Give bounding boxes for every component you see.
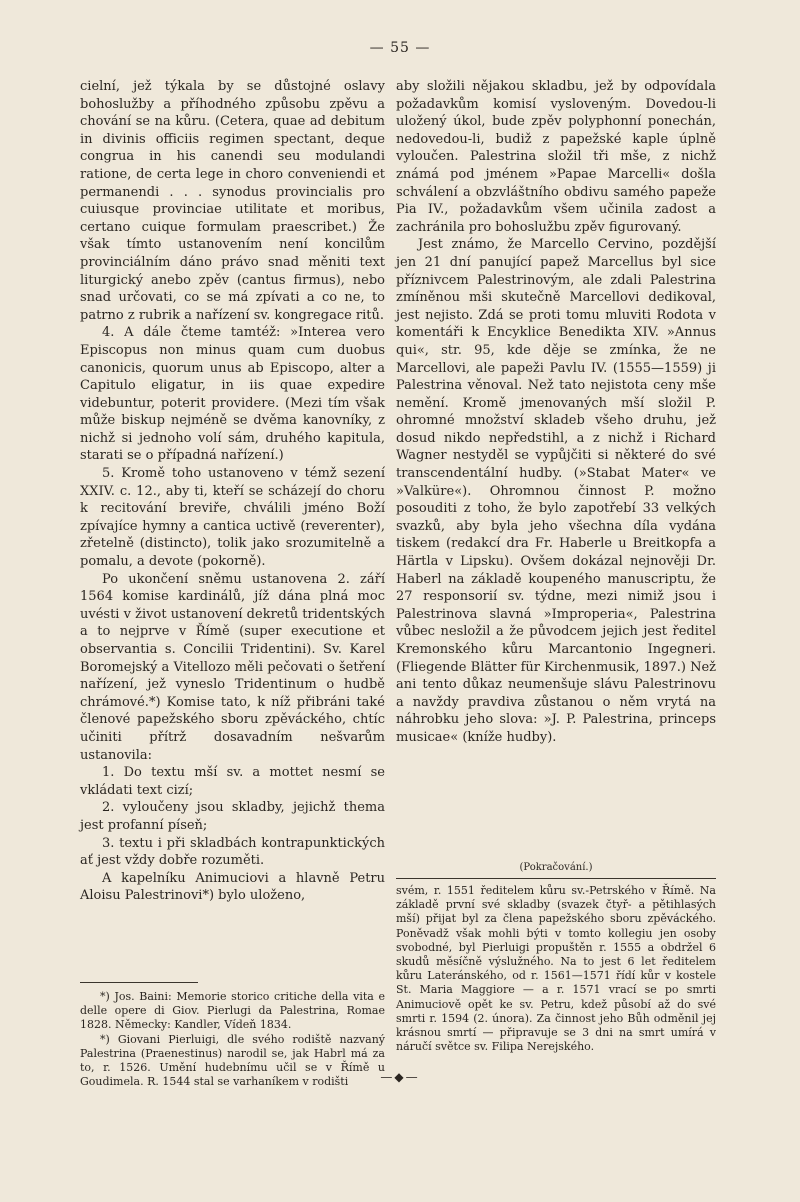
list-item: 2. vyloučeny jsou skladby, jejichž thema jest profanní píseň; [80,800,385,833]
right-column [396,78,716,747]
paragraph: A kapelníku Animuciovi a hlavně Petru Aloisu Palestrinovi*) bylo uloženo, [80,870,385,904]
paragraph: 4. A dále čteme tamtéž: »Interea vero Episcopus non minus quam cum duobus canonicis, quorum unus ab Episcopo, alter a Capitulo eligatur, in iis quae expedire videbuntur, poterit providere. (Mezi tím však může biskup nejméně se dvěma kanovníky, z nichž si jednoho volí sám, druhého kapitula, starati se o případná nařízení.) [80,325,385,464]
footnote: svém, r. 1551 ředitelem kůru sv.-Petrského v Římě. Na základě první své skladby (svazek čtyř- a pětihlasých mší) přijat byl za člena papežského sboru zpěváckého. Poněvadž však mohli býti v tomto kollegiu jen osoby svobodné, byl Pierluigi propuštěn r. 1555 a obdržel 6 skudů měsíčně výslužného. Na to jest 6 let ředitelem kůru Lateránského, od r. 1561—1571 řídí kůr v kostele St. Maria Maggiore — a r. 1571 vrací se po smrti Animuciově opět ke sv. Petru, kdež působí až do své smrti r. 1594 (2. února). Za činnost jeho Bůh odměnil jej krásnou smrtí — připravuje se 3 dni na smrt umírá v náručí světce sv. Filipa Nerejského. [396,884,716,1054]
end-ornament: —◆— [380,1070,420,1084]
left-column [80,78,385,905]
paragraph: aby složili nějakou skladbu, jež by odpovídala požadavkům komisí vysloveným. Dovedou-li uložený úkol, bude zpěv polyphonní ponechán, nedovedou-li, budiž z papežské kaple úplně vyloučen. Palestrina složil tři mše, z nichž známá pod jménem »Papae Marcelli« došla schválení a obzvláštního obdivu samého papeže Pia IV., požadavkům všem učinila zadost a zachránila pro bohoslužbu zpěv figurovaný. [396,79,716,235]
footnote: *) Jos. Baini: Memorie storico critiche della vita e delle opere di Giov. Pierlugi da Palestrina, Romae 1828. Německy: Kandler, Vídeň 1834. [80,990,385,1032]
paragraph: Jest známo, že Marcello Cervino, pozdější jen 21 dní panující papež Marcellus byl sice příznivcem Palestrinovým, ale zdali Palestrina zmíněnou mši skutečně Marcellovi dedikoval, jest nejisto. Zdá se proti tomu mluviti Rodota v komentáři k Encyklice Benedikta XIV. »Annus qui«, str. 95, kde děje se zmínka, že ne Marcellovi, ale papeži Pavlu IV. (1555—1559) ji Palestrina věnoval. Než tato nejistota ceny mše nemění. Kromě jmenovaných mší složil P. ohromné množství skladeb všeho druhu, jež dosud nikdo nepředstihl, a z nichž i Richard Wagner nestyděl se vypůjčiti si některé do své transcendentální hudby. (»Stabat Mater« ve »Valküre«). Ohromnou činnost P. možno posouditi z toho, že bylo zapotřebí 33 velkých svazků, aby byla jeho všechna díla vydána tiskem (redakcí dra Fr. Haberle u Breitkopfa a Härtla v Lipsku). Ovšem dokázal nejnověji Dr. Haberl na základě koupeného manuscriptu, že 27 responsorií sv. týdne, mezi nimiž jsou i Palestrinova slavná »Improperia«, Palestrina vůbec nesložil a že původcem jejich jest ředitel Kremonského kůru Marcantonio Ingegneri. (Fliegende Blätter für Kirchenmusik, 1897.) Než ani tento důkaz neumenšuje slávu Palestrinovu a navždy pravdiva zůstanou o něm vrytá na náhrobku jeho slova: »J. P. Palestrina, princeps musicae« (kníže hudby). [396,237,716,745]
list-item: 1. Do textu mší sv. a mottet nesmí se vkládati text cizí; [80,765,385,798]
footnotes-left [80,990,385,1089]
footnote-divider [80,982,198,983]
footnote: *) Giovani Pierluigi, dle svého rodiště nazvaný Palestrina (Praenestinus) narodil se, jak Habrl má za to, r. 1526. Umění hudebnímu učil se v Římě u Goudimela. R. 1544 stal se varhaníkem v rodišti [80,1032,385,1089]
footnotes-right [396,884,716,1054]
page-number: — 55 — [369,40,431,56]
paragraph: Po ukončení sněmu ustanovena 2. září 1564 komise kardinálů, jíž dána plná moc uvésti v život ustanovení dekretů tridentských a to nejprve v Římě (super executione et observantia s. Concilii Tridentini). Sv. Karel Boromejský a Vitellozo měli pečovati o šetření nařízení, jež vyneslo Tridentinum o hudbě chrámové.*) Komise tato, k níž přibráni také členové papežského sboru zpěváckého, chtíc učiniti přítrž dosavadním nešvarům ustanovila: [80,571,385,763]
footnote-divider [396,878,716,879]
list-item: 3. textu i při skladbách kontrapunktických ať jest vždy dobře rozuměti. [80,835,385,869]
continued-note: (Pokračování.) [519,862,593,873]
paragraph: 5. Kromě toho ustanoveno v témž sezení XXIV. c. 12., aby ti, kteří se scházejí do choru k recitování breviře, chválili jméno Boží zpívajíce hymny a cantica uctivě (reverenter), zřetelně (distincto), tolik jako srozumitelně a pomalu, a devote (pokorně). [80,466,385,570]
paragraph: cielní, jež týkala by se důstojné oslavy bohoslužby a příhodného způsobu zpěvu a chování se na kůru. (Cetera, quae ad debitum in divinis officiis regimen spectant, deque congrua in his canendi seu modulandi ratione, de certa lege in choro conveniendi et permanendi . . . synodus provincialis pro cuiusque provinciae utilitate et moribus, certano cuique formulam praescribet.) Že však tímto ustanovením není koncilům provinciálním dáno právo snad měniti text liturgický anebo zpěv (cantus firmus), nebo snad určovati, co se má zpívati a co ne, to patrno z rubrik a nařízení sv. kongregace ritů. [80,79,385,323]
